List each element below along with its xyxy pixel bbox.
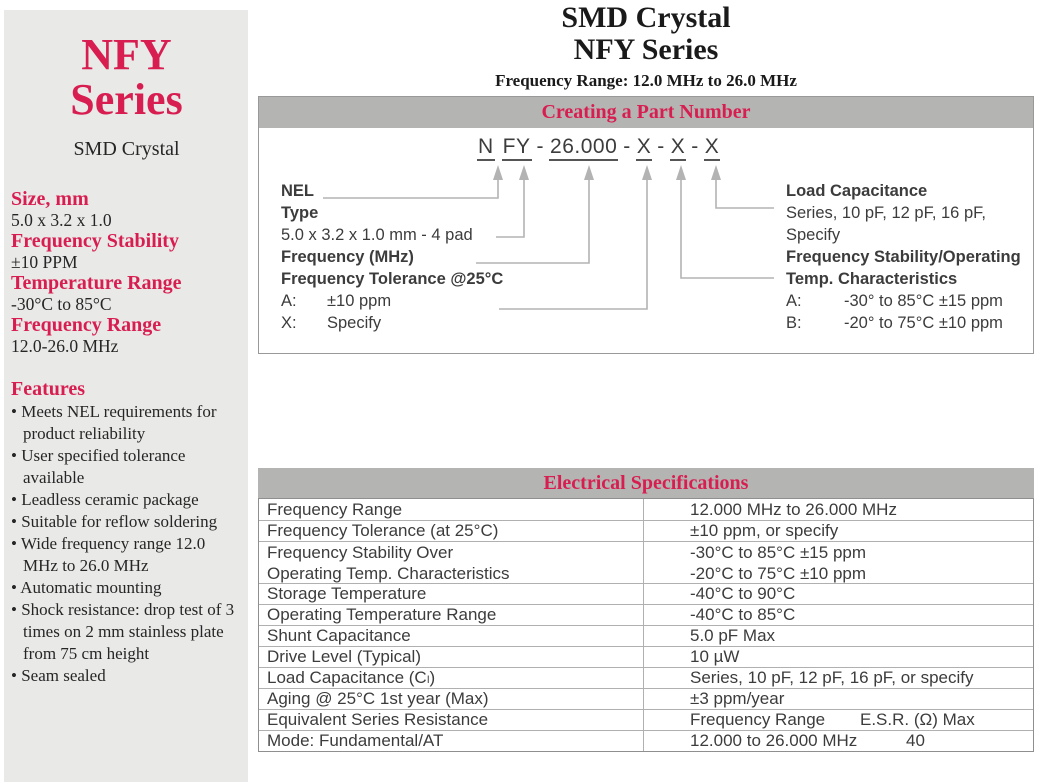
label-stability-line2: Temp. Characteristics	[786, 270, 958, 288]
electrical-specs-section	[258, 468, 1034, 752]
spec-value-temp-range: -30°C to 85°C	[11, 294, 112, 314]
feature-item: • Leadless ceramic package	[11, 489, 242, 511]
part-number-x1: X	[636, 135, 653, 161]
label-load-capacitance: Load Capacitance	[786, 182, 928, 200]
label-frequency: Frequency (MHz)	[281, 248, 414, 266]
feature-item: • Automatic mounting	[11, 577, 242, 599]
part-number-separator: -	[657, 135, 665, 158]
table-row: Equivalent Series Resistance Frequency Range E.S.R. (Ω) Max	[259, 709, 1033, 730]
spec-value-stability: ±10 PPM	[11, 252, 78, 272]
sidebar	[4, 10, 248, 782]
label-load-capacitance-values: Series, 10 pF, 12 pF, 16 pF,	[786, 204, 986, 222]
features-title: Features	[11, 378, 86, 400]
label-tolerance: Frequency Tolerance @25°C	[281, 270, 504, 288]
label-type-value: 5.0 x 3.2 x 1.0 mm - 4 pad	[281, 226, 473, 244]
stability-option-b: B: -20° to 75°C ±10 ppm	[786, 314, 1003, 332]
spec-label-temp-range: Temperature Range	[11, 272, 182, 294]
spec-value-size: 5.0 x 3.2 x 1.0	[11, 210, 112, 230]
part-number-right-labels	[786, 180, 1021, 334]
spec-label-size: Size, mm	[11, 188, 89, 210]
table-row: Frequency Stability Over Operating Temp. Characteristics -30°C to 85°C ±15 ppm -20°C to 75°C ±10 ppm	[259, 541, 1033, 583]
table-row: Frequency Tolerance (at 25°C) ±10 ppm, or specify	[259, 520, 1033, 541]
table-row: Mode: Fundamental/AT 12.000 to 26.000 MHz 40	[259, 730, 1033, 751]
feature-item: • Seam sealed	[11, 665, 242, 687]
series-title	[11, 32, 242, 122]
part-number-series: FY	[502, 135, 532, 161]
series-title-line1: NFY	[81, 30, 172, 79]
page-subtitle: Frequency Range: 12.0 MHz to 26.0 MHz	[495, 71, 797, 90]
feature-item: • Suitable for reflow soldering	[11, 511, 242, 533]
label-stability-line1: Frequency Stability/Operating	[786, 248, 1021, 266]
part-number-x2: X	[670, 135, 687, 161]
label-load-capacitance-specify: Specify	[786, 226, 841, 244]
electrical-specs-band-title: Electrical Specifications	[258, 468, 1034, 498]
feature-item: • Shock resistance: drop test of 3 times on 2 mm stainless plate from 75 cm height	[11, 599, 242, 665]
feature-item: • User specified tolerance available	[11, 445, 242, 489]
table-row: Load Capacitance (Cₗ) Series, 10 pF, 12 pF, 16 pF, or specify	[259, 667, 1033, 688]
series-title-line2: Series	[70, 75, 183, 124]
part-number-frequency: 26.000	[549, 135, 618, 161]
part-number-separator: -	[536, 135, 545, 158]
sidebar-specs	[11, 189, 242, 357]
part-number-x3: X	[704, 135, 721, 161]
spec-label-stability: Frequency Stability	[11, 230, 179, 252]
spec-value-freq-range: 12.0-26.0 MHz	[11, 336, 119, 356]
table-row: Shunt Capacitance 5.0 pF Max	[259, 625, 1033, 646]
document-header	[258, 2, 1034, 91]
label-type: Type	[281, 204, 319, 222]
part-number-prefix: N	[477, 135, 495, 161]
table-row: Storage Temperature -40°C to 90°C	[259, 583, 1033, 604]
tolerance-option-x: X: Specify	[281, 314, 382, 332]
part-number-diagram	[259, 128, 1033, 353]
features-list	[11, 401, 242, 687]
part-number-left-labels	[281, 180, 503, 334]
part-number-example	[477, 135, 720, 161]
part-number-separator: -	[623, 135, 631, 158]
label-nel: NEL	[281, 182, 314, 200]
spec-label-freq-range: Frequency Range	[11, 314, 162, 336]
feature-item: • Meets NEL requirements for product reliability	[11, 401, 242, 445]
table-row: Drive Level (Typical) 10 µW	[259, 646, 1033, 667]
sidebar-subtitle: SMD Crystal	[73, 138, 180, 160]
table-row: Operating Temperature Range -40°C to 85°C	[259, 604, 1033, 625]
part-number-band-title: Creating a Part Number	[259, 97, 1033, 128]
part-number-section	[258, 96, 1034, 354]
table-row: Frequency Range 12.000 MHz to 26.000 MHz	[259, 499, 1033, 520]
page-title-line1: SMD Crystal	[561, 1, 731, 34]
electrical-specs-table	[258, 498, 1034, 752]
stability-option-a: A: -30° to 85°C ±15 ppm	[786, 292, 1003, 310]
feature-item: • Wide frequency range 12.0 MHz to 26.0 MHz	[11, 533, 242, 577]
tolerance-option-a: A: ±10 ppm	[281, 292, 392, 310]
page-title-line2: NFY Series	[573, 33, 719, 66]
table-row: Aging @ 25°C 1st year (Max) ±3 ppm/year	[259, 688, 1033, 709]
part-number-separator: -	[691, 135, 699, 158]
